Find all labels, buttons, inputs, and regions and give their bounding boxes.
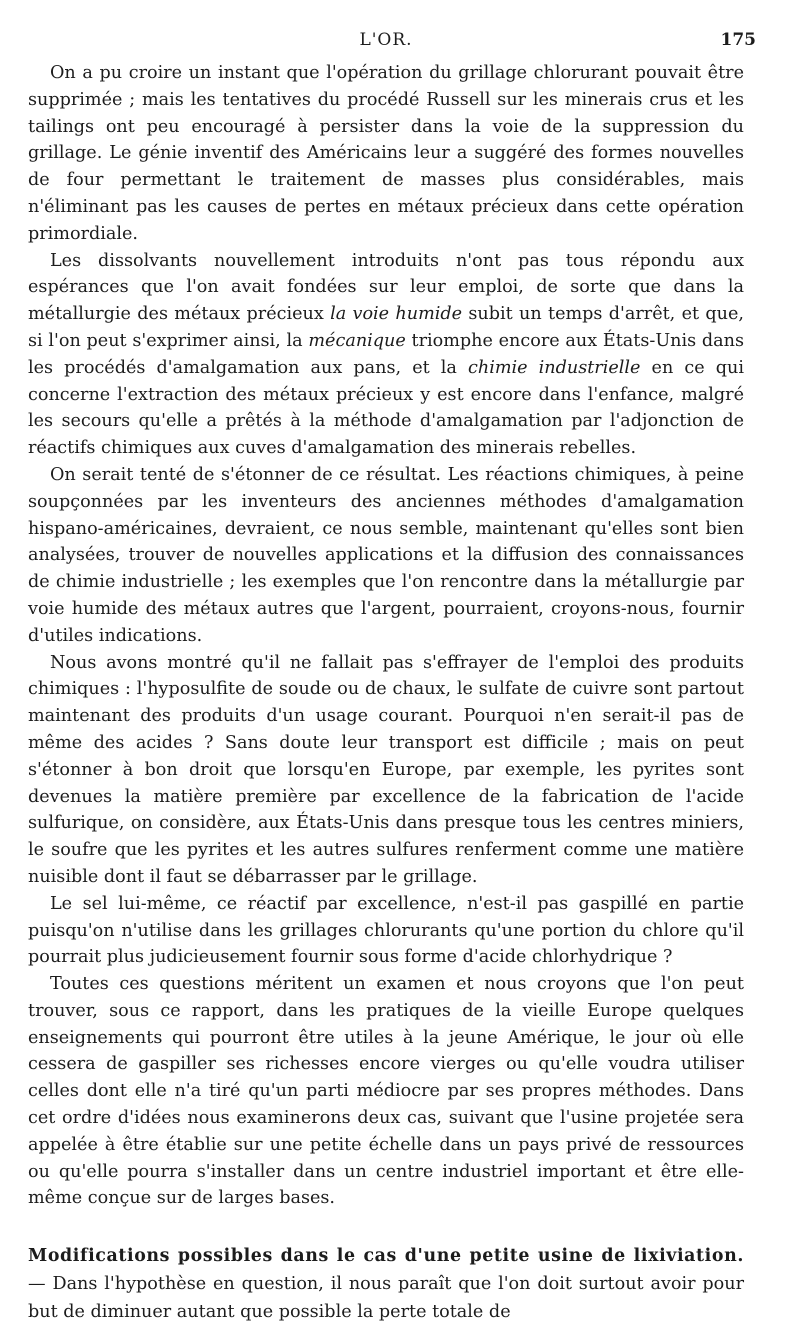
paragraph-4: Nous avons montré qu'il ne fallait pas s'effrayer de l'emploi des produits chimiques : l'hyposulfite de soude ou de chaux, le sulfate de cuivre sont partout maintenant des produits d'un usage courant. Pourquoi n'en serait-il pas de même des acides ? Sans doute leur transport est difficile ; mais on peut s'étonner à bon droit que lorsqu'en Europe, par exemple, les pyrites sont devenues la matière première par excellence de la fabrication de l'acide sulfurique, on considère, aux États-Unis dans presque tous les centres miniers, le soufre que les pyrites et les autres sulfures renferment comme une matière nuisible dont il faut se débarrasser par le grillage. (28, 652, 744, 887)
section-text: — Dans l'hypothèse en question, il nous paraît que l'on doit surtout avoir pour but de diminuer autant que possible la perte totale de (28, 1274, 744, 1323)
emphasis-chimie-industrielle: chimie industrielle (468, 357, 641, 378)
paragraph-2-part-b: subit un temps d'arrêt, et que, si l'on peut s'exprimer ainsi, la (28, 304, 744, 351)
paragraph-2-part-c: triomphe encore aux États-Unis dans les procédés d'amalgamation aux pans, et la (28, 330, 744, 378)
emphasis-mecanique: mécanique (308, 330, 406, 351)
page-number: 175 (720, 30, 756, 50)
emphasis-voie-humide: la voie humide (330, 304, 463, 325)
section-paragraph (28, 1242, 744, 1326)
paragraph-2-part-a: Les dissolvants nouvellement introduits n'ont pas tous répondu aux espérances que l'on avait fondées sur leur emploi, de sorte que dans la métallurgie des métaux précieux (28, 250, 744, 325)
paragraph-3: On serait tenté de s'étonner de ce résultat. Les réactions chimiques, à peine soupçonnées par les inventeurs des anciennes méthodes d'amalgamation hispano-américaines, devraient, ce nous semble, maintenant qu'elles sont bien analysées, trouver de nouvelles applications et la diffusion des connaissances de chimie industrielle ; les exemples que l'on rencontre dans la métallurgie par voie humide des métaux autres que l'argent, pourraient, croyons-nous, fournir d'utiles indications. (28, 464, 744, 646)
book-page (28, 30, 756, 1344)
paragraph-6: Toutes ces questions méritent un examen et nous croyons que l'on peut trouver, sous ce rapport, dans les pratiques de la vieille Europe quelques enseignements qui pourront être utiles à la jeune Amérique, le jour où elle cessera de gaspiller ses richesses encore vierges ou qu'elle voudra utiliser celles dont elle n'a tiré qu'un parti médiocre par ses propres méthodes. Dans cet ordre d'idées nous examinerons deux cas, suivant que l'usine projetée sera appelée à être établie sur une petite échelle dans un pays privé de ressources ou qu'elle pourra s'installer dans un centre industriel important et être elle-même conçue sur de larges bases. (28, 974, 744, 1209)
section-title: Modifications possibles dans le cas d'une petite usine de lixiviation. (28, 1246, 744, 1267)
body-text (28, 60, 744, 1212)
paragraph-2 (28, 248, 744, 462)
running-head: L'OR. (359, 30, 413, 50)
paragraph-5: Le sel lui-même, ce réactif par excellence, n'est-il pas gaspillé en partie puisqu'on n'utilise dans les grillages chlorurants qu'une portion du chlore qu'il pourrait plus judicieusement fournir sous forme d'acide chlorhydrique ? (28, 893, 744, 968)
page-header (28, 30, 756, 58)
paragraph-1: On a pu croire un instant que l'opération du grillage chlorurant pouvait être supprimée ; mais les tentatives du procédé Russell sur les minerais crus et les tailings ont peu encouragé à persister dans la voie de la suppression du grillage. Le génie inventif des Américains leur a suggéré des formes nouvelles de four permettant le traitement de masses plus considérables, mais n'éliminant pas les causes de pertes en métaux précieux dans cette opération primordiale. (28, 63, 744, 244)
paragraph-2-part-d: en ce qui concerne l'extraction des métaux précieux y est encore dans l'enfance, malgré les secours qu'elle a prêtés à la méthode d'amalgamation par l'adjonction de réactifs chimiques aux cuves d'amalgamation des minerais rebelles. (28, 357, 744, 459)
